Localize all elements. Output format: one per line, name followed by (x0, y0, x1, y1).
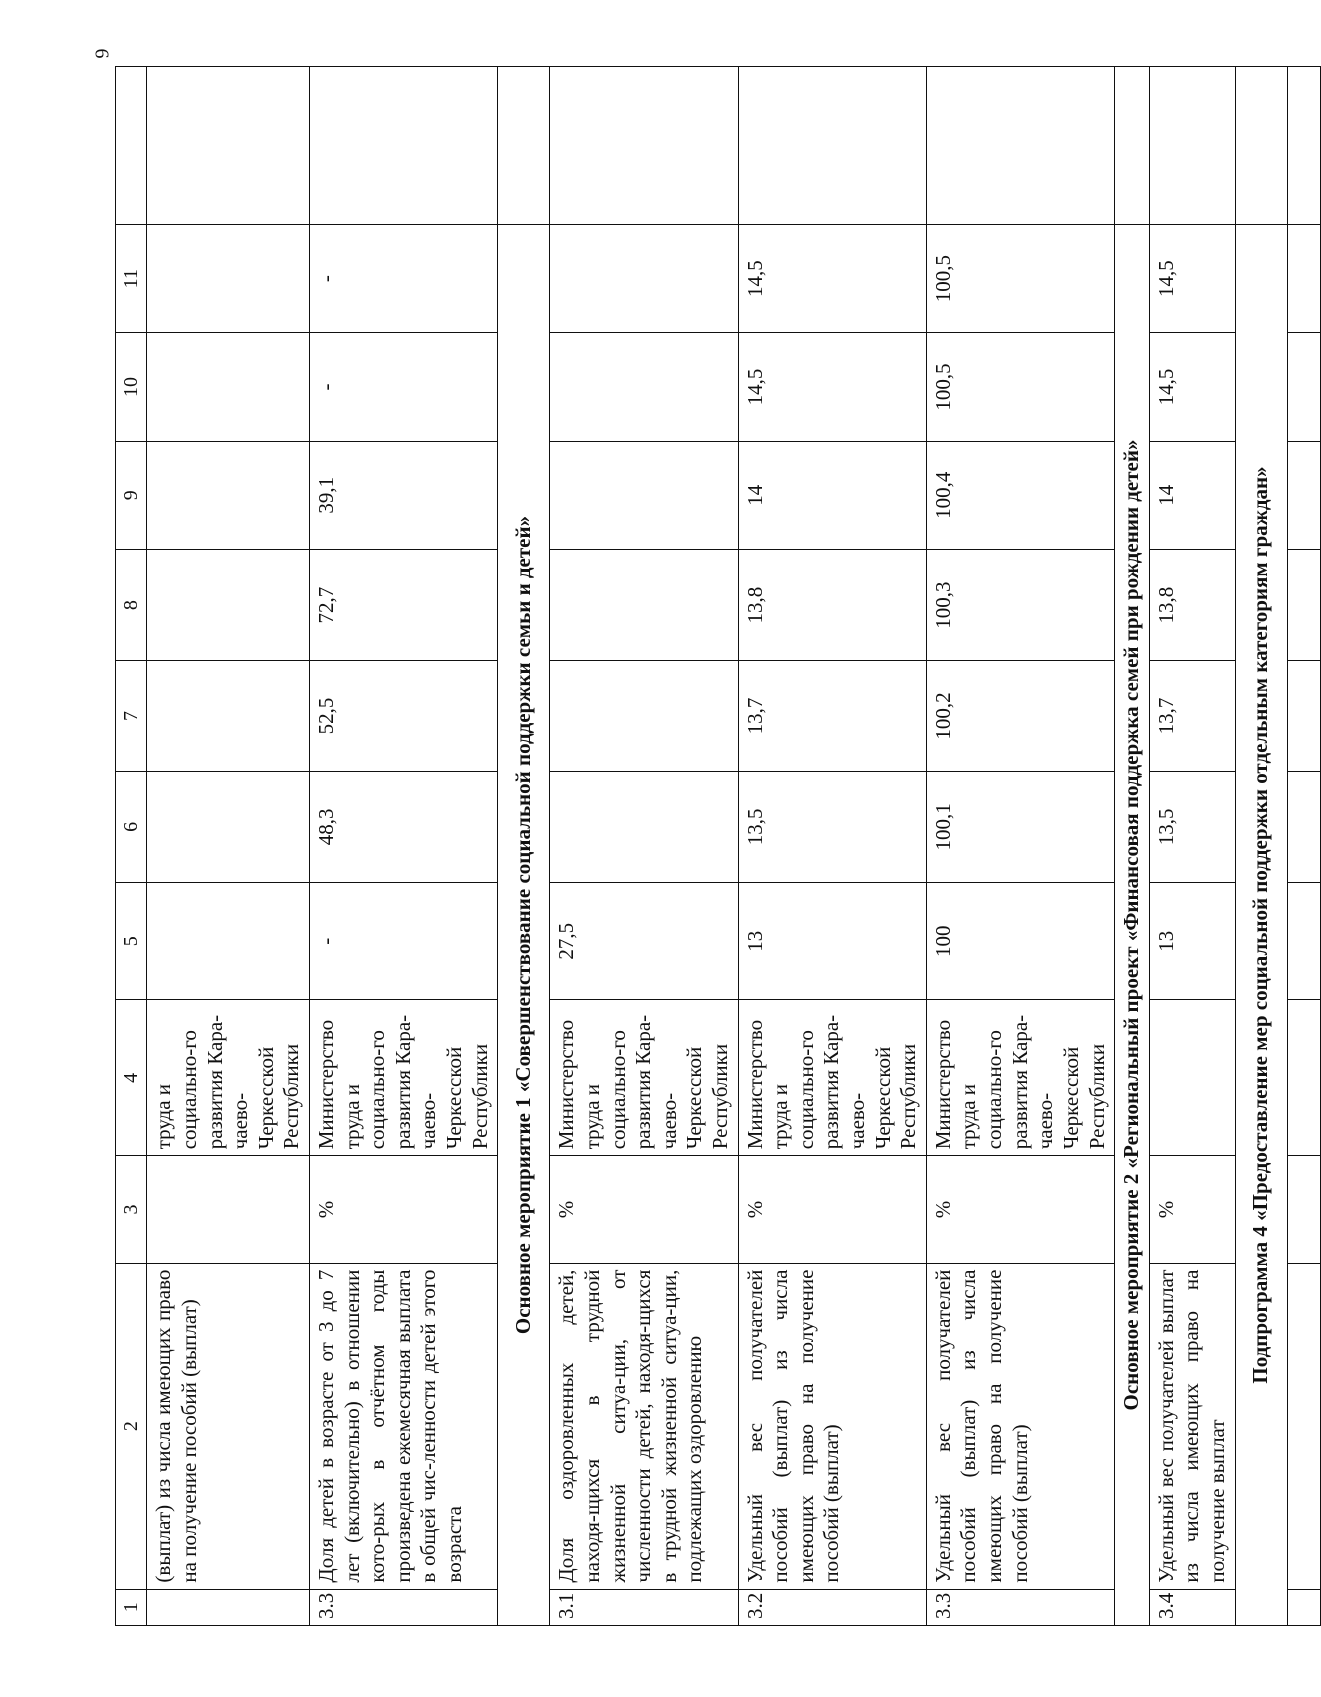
value-6: 48,3 (310, 771, 498, 882)
section-title: Основное мероприятие 1 «Совершенствование социальной поддержки семьи и детей» (498, 225, 550, 1626)
value-6: 100,1 (926, 771, 1114, 882)
unit: % (738, 1156, 926, 1263)
indicator-name: Доля оздоровленных детей, находя-щихся в трудной жизненной ситуа-ции, от численности детей, находя-щихся в трудной жизненной ситуа-ции, подлежащих оздоровлению (550, 1263, 738, 1589)
page-number: 6 (90, 48, 113, 59)
header-cell: 9 (116, 441, 147, 549)
value-11: 14,5 (738, 225, 926, 333)
responsible: Министерство труда и социально-го развития Кара-чаево-Черкесской Республики (310, 1000, 498, 1156)
value-9 (147, 441, 310, 549)
value-11 (550, 225, 738, 333)
header-cell: 6 (116, 771, 147, 882)
header-cell: 4 (116, 1000, 147, 1156)
indicator-name: Удельный вес получателей пособий (выплат) из числа имеющих право на получение пособий (выплат) (738, 1263, 926, 1589)
value-7 (550, 661, 738, 771)
row-number: 3.3 (310, 1589, 498, 1625)
header-cell: 7 (116, 661, 147, 771)
spacer-cell (147, 67, 310, 225)
indicator-table (115, 66, 1321, 1626)
spacer-cell (310, 67, 498, 225)
value-7: 100,2 (926, 661, 1114, 771)
value-10 (550, 333, 738, 441)
value-11: - (310, 225, 498, 333)
header-cell: 2 (116, 1263, 147, 1589)
section-title: Подпрограмма 4 «Предоставление мер социальной поддержки отдельным категориям граждан» (1235, 225, 1287, 1626)
responsible: Министерство труда и социально-го развития Кара-чаево-Черкесской Республики (550, 1000, 738, 1156)
value-10: 100,5 (926, 333, 1114, 441)
value-8 (147, 549, 310, 660)
value-9: 14 (738, 441, 926, 549)
value-8: 100,3 (926, 549, 1114, 660)
spacer-cell (498, 67, 550, 225)
indicator-name: Удельный вес получателей пособий (выплат) из числа имеющих право на получение пособий (выплат) (926, 1263, 1114, 1589)
unit: % (926, 1156, 1114, 1263)
indicator-name: Доля детей в возрасте от 3 до 7 лет (включительно) в отношении кото-рых в отчётном годы произведена ежемесячная выплата в общей чис-ленности детей этого возраста (310, 1263, 498, 1589)
value-5: 100 (926, 882, 1114, 999)
header-cell: 1 (116, 1589, 147, 1625)
value-10 (147, 333, 310, 441)
section-row (498, 67, 550, 1626)
row-number: 3.2 (738, 1589, 926, 1625)
value-9 (550, 441, 738, 549)
value-6: 13,5 (1149, 771, 1235, 882)
value-8 (550, 549, 738, 660)
unit: % (550, 1156, 738, 1263)
value-8: 13,8 (738, 549, 926, 660)
header-cell: 3 (116, 1156, 147, 1263)
responsible (1149, 1000, 1235, 1156)
table-row (738, 67, 926, 1626)
value-11: 14,5 (1149, 225, 1235, 333)
value-7: 52,5 (310, 661, 498, 771)
responsible: Министерство труда и социально-го развития Кара-чаево-Черкесской Республики (926, 1000, 1114, 1156)
header-cell: 10 (116, 333, 147, 441)
value-7: 13,7 (1149, 661, 1235, 771)
section-row (1235, 67, 1287, 1626)
value-6 (550, 771, 738, 882)
value-5: 13 (738, 882, 926, 999)
section-title: Основное мероприятие 2 «Региональный проект «Финансовая поддержка семей при рождении детей» (1115, 225, 1150, 1626)
unit: % (310, 1156, 498, 1263)
value-5: 13 (1149, 882, 1235, 999)
responsible: труда и социально-го развития Кара-чаево-Черкесской Республики (147, 1000, 310, 1156)
value-8: 72,7 (310, 549, 498, 660)
blank-row (1287, 67, 1320, 1626)
value-10: - (310, 333, 498, 441)
value-6 (147, 771, 310, 882)
spacer-cell (116, 67, 147, 225)
row-number: 3.1 (550, 1589, 738, 1625)
table-row (1149, 67, 1235, 1626)
value-7 (147, 661, 310, 771)
table-row (147, 67, 310, 1626)
value-11: 100,5 (926, 225, 1114, 333)
value-9: 39,1 (310, 441, 498, 549)
header-cell: 5 (116, 882, 147, 999)
spacer-cell (926, 67, 1114, 225)
row-number: 3.4 (1149, 1589, 1235, 1625)
value-8: 13,8 (1149, 549, 1235, 660)
value-10: 14,5 (738, 333, 926, 441)
header-cell: 11 (116, 225, 147, 333)
indicator-name: (выплат) из числа имеющих право на получение пособий (выплат) (147, 1263, 310, 1589)
indicator-name: Удельный вес получателей выплат из числа имеющих право на получение выплат (1149, 1263, 1235, 1589)
value-11 (147, 225, 310, 333)
spacer-cell (1149, 67, 1235, 225)
spacer-cell (550, 67, 738, 225)
row-number (147, 1589, 310, 1625)
spacer-cell (738, 67, 926, 225)
value-7: 13,7 (738, 661, 926, 771)
spacer-cell (1115, 67, 1150, 225)
unit: % (1149, 1156, 1235, 1263)
row-number: 3.3 (926, 1589, 1114, 1625)
value-5: - (310, 882, 498, 999)
value-6: 13,5 (738, 771, 926, 882)
rotated-page-content (115, 66, 1273, 1626)
header-row (116, 67, 147, 1626)
unit (147, 1156, 310, 1263)
section-row (1115, 67, 1150, 1626)
value-9: 100,4 (926, 441, 1114, 549)
value-5: 27,5 (550, 882, 738, 999)
value-5 (147, 882, 310, 999)
table-row (926, 67, 1114, 1626)
spacer-cell (1235, 67, 1287, 225)
value-9: 14 (1149, 441, 1235, 549)
value-10: 14,5 (1149, 333, 1235, 441)
table-row (550, 67, 738, 1626)
header-cell: 8 (116, 549, 147, 660)
table-row (310, 67, 498, 1626)
responsible: Министерство труда и социально-го развития Кара-чаево-Черкесской Республики (738, 1000, 926, 1156)
